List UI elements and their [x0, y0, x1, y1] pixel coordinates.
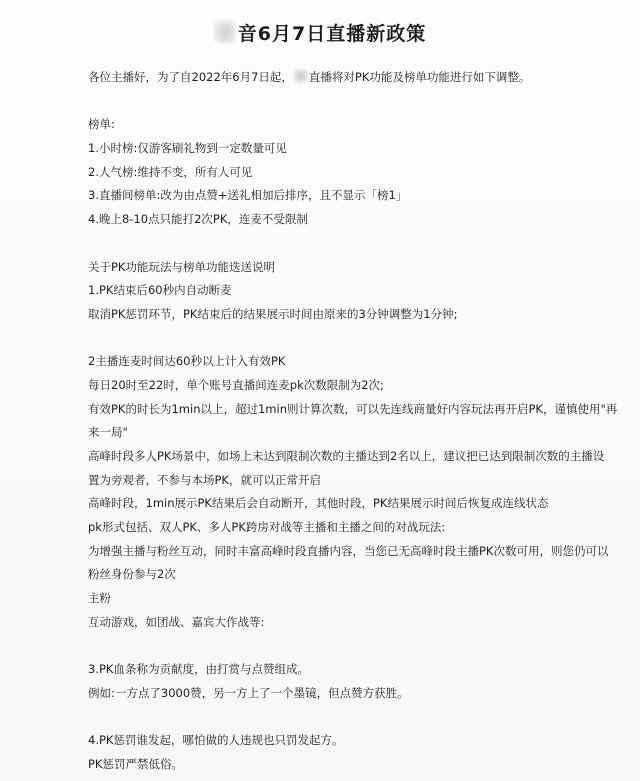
redacted-platform-mark	[294, 69, 308, 83]
text-line: 例如:一方点了3000赞，另一方上了一个墨镜，但点赞方获胜。	[88, 685, 409, 700]
text-line: 2主播连麦时间达60秒以上计入有效PK	[88, 354, 286, 369]
text-line: 有效PK的时长为1min以上，超过1min则计算次数，可以先连线商量好内容玩法再开启PK，谨慎使用"再	[88, 401, 618, 416]
blank-line	[88, 635, 618, 659]
text-line: pk形式包括、双人PK、多人PK跨房对战等主播和主播之间的对战玩法:	[88, 520, 446, 535]
text-line: PK惩罚严禁低俗。	[88, 756, 183, 771]
text-line: 1.小时榜:仅游客刷礼物到一定数量可见	[88, 141, 287, 156]
blank-line	[88, 232, 618, 256]
intro-text-start: 各位主播好，为了自2022年6月7日起，	[88, 70, 293, 84]
text-line: 4.晚上8-10点只能打2次PK，连麦不受限制	[88, 212, 308, 227]
text-line: 榜单:	[88, 117, 115, 132]
text-line: 为增强主播与粉丝互动，同时丰富高峰时段直播内容，当您已无高峰时段主播PK次数可用，则您仍可以	[88, 543, 609, 558]
text-line: 置为旁观者，不参与本场PK，就可以正常开启	[88, 472, 321, 487]
text-line: 每日20时至22时，单个账号直播间连麦pk次数限制为2次;	[88, 377, 384, 392]
text-line: 取消PK惩罚环节，PK结束后的结果展示时间由原来的3分钟调整为1分钟;	[88, 306, 458, 321]
text-line: 高峰时段，1min展示PK结果后会自动断开，其他时段，PK结果展示时间后恢复成连线状态	[88, 496, 549, 511]
text-line: 主粉	[88, 591, 111, 606]
text-line: 来一局"	[88, 425, 128, 440]
text-line: 关于PK功能玩法与榜单功能迭送说明	[88, 259, 275, 274]
text-line: 互动游戏，如团战、嘉宾大作战等:	[88, 614, 265, 629]
text-line: 4.PK惩罚谁发起，哪怕做的人违规也只罚发起方。	[88, 733, 344, 748]
title-row	[0, 12, 640, 52]
text-line: 3.PK血条称为贡献度，由打赏与点赞组成。	[88, 662, 309, 677]
blank-line	[88, 90, 618, 114]
blank-line	[88, 327, 618, 351]
intro-text-end: 直播将对PK功能及榜单功能进行如下调整。	[308, 70, 531, 84]
text-line: 1.PK结束后60秒内自动断麦	[88, 283, 232, 298]
page-title: 音6月7日直播新政策	[237, 22, 427, 45]
intro-paragraph	[88, 66, 618, 90]
policy-lines	[88, 90, 618, 777]
document-body	[88, 66, 618, 777]
blank-line	[88, 706, 618, 730]
text-line: 3.直播间榜单:改为由点赞+送礼相加后排序，且不显示「榜1」	[88, 188, 408, 203]
text-line: 高峰时段多人PK场景中，如场上未达到限制次数的主播达到2名以上，建议把已达到限制次数的主播设	[88, 449, 605, 463]
text-line: 2.人气榜:维持不变，所有人可见	[88, 164, 253, 179]
text-line: 粉丝身份参与2次	[88, 567, 176, 582]
redacted-title-mark	[214, 20, 236, 44]
